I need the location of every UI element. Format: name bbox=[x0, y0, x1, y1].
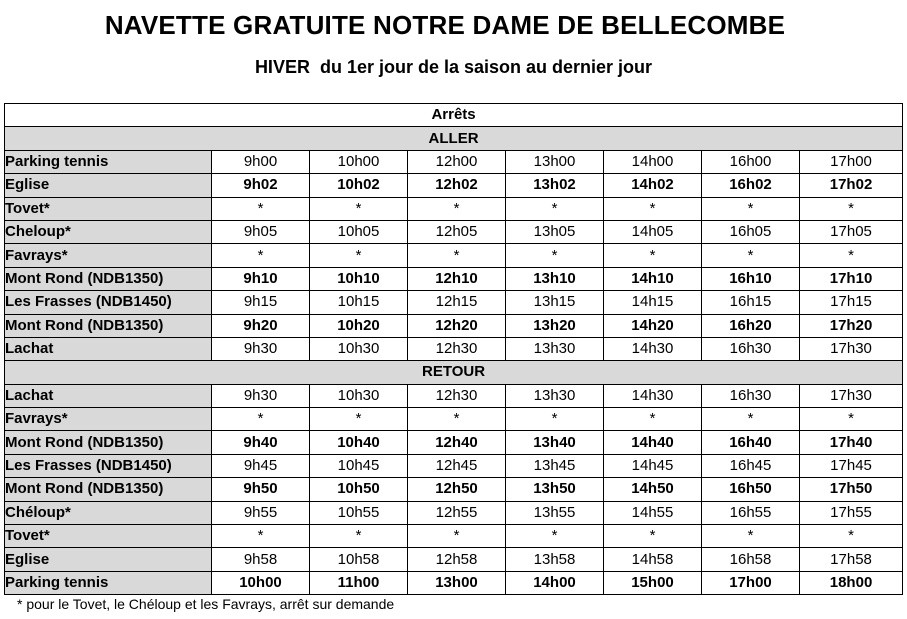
schedule-body bbox=[5, 104, 903, 595]
time-cell: * bbox=[408, 525, 506, 548]
time-cell: 17h58 bbox=[800, 548, 903, 571]
table-row bbox=[5, 314, 903, 337]
time-cell: 13h00 bbox=[408, 571, 506, 594]
time-cell: 16h58 bbox=[702, 548, 800, 571]
stop-name: Les Frasses (NDB1450) bbox=[5, 291, 212, 314]
time-cell: 13h00 bbox=[506, 150, 604, 173]
table-row bbox=[5, 244, 903, 267]
time-cell: 16h00 bbox=[702, 150, 800, 173]
time-cell: * bbox=[604, 408, 702, 431]
time-cell: 9h20 bbox=[212, 314, 310, 337]
time-cell: 10h45 bbox=[310, 454, 408, 477]
time-cell: 12h00 bbox=[408, 150, 506, 173]
time-cell: 17h30 bbox=[800, 337, 903, 360]
section-label-retour: RETOUR bbox=[5, 361, 903, 384]
time-cell: 10h05 bbox=[310, 220, 408, 243]
time-cell: * bbox=[408, 244, 506, 267]
time-cell: 13h30 bbox=[506, 337, 604, 360]
time-cell: 12h15 bbox=[408, 291, 506, 314]
time-cell: * bbox=[212, 525, 310, 548]
time-cell: 12h55 bbox=[408, 501, 506, 524]
time-cell: 17h00 bbox=[800, 150, 903, 173]
time-cell: * bbox=[212, 244, 310, 267]
table-row bbox=[5, 220, 903, 243]
time-cell: * bbox=[310, 408, 408, 431]
table-row bbox=[5, 525, 903, 548]
table-row bbox=[5, 431, 903, 454]
time-cell: 10h40 bbox=[310, 431, 408, 454]
time-cell: 13h55 bbox=[506, 501, 604, 524]
time-cell: * bbox=[408, 408, 506, 431]
time-cell: * bbox=[604, 244, 702, 267]
stop-name: Favrays* bbox=[5, 408, 212, 431]
time-cell: 14h05 bbox=[604, 220, 702, 243]
table-row bbox=[5, 408, 903, 431]
time-cell: 12h02 bbox=[408, 174, 506, 197]
document-title: NAVETTE GRATUITE NOTRE DAME DE BELLECOMBE bbox=[104, 10, 786, 40]
time-cell: 13h40 bbox=[506, 431, 604, 454]
time-cell: * bbox=[506, 244, 604, 267]
table-row bbox=[5, 548, 903, 571]
time-cell: 14h55 bbox=[604, 501, 702, 524]
time-cell: * bbox=[408, 197, 506, 220]
time-cell: 10h30 bbox=[310, 384, 408, 407]
time-cell: 17h50 bbox=[800, 478, 903, 501]
stop-name: Parking tennis bbox=[5, 571, 212, 594]
time-cell: * bbox=[800, 244, 903, 267]
section-row-aller bbox=[5, 127, 903, 150]
time-cell: 16h20 bbox=[702, 314, 800, 337]
time-cell: 17h55 bbox=[800, 501, 903, 524]
time-cell: * bbox=[506, 525, 604, 548]
time-cell: 9h40 bbox=[212, 431, 310, 454]
time-cell: 9h02 bbox=[212, 174, 310, 197]
time-cell: 9h30 bbox=[212, 384, 310, 407]
time-cell: 12h45 bbox=[408, 454, 506, 477]
time-cell: 13h05 bbox=[506, 220, 604, 243]
table-row bbox=[5, 337, 903, 360]
time-cell: 12h30 bbox=[408, 337, 506, 360]
time-cell: 16h55 bbox=[702, 501, 800, 524]
time-cell: * bbox=[604, 197, 702, 220]
footnote: * pour le Tovet, le Chéloup et les Favrays, arrêt sur demande bbox=[17, 596, 395, 612]
time-cell: 13h10 bbox=[506, 267, 604, 290]
time-cell: 16h10 bbox=[702, 267, 800, 290]
time-cell: 12h05 bbox=[408, 220, 506, 243]
table-row bbox=[5, 454, 903, 477]
table-row bbox=[5, 197, 903, 220]
time-cell: 14h02 bbox=[604, 174, 702, 197]
time-cell: 9h10 bbox=[212, 267, 310, 290]
time-cell: 17h40 bbox=[800, 431, 903, 454]
time-cell: 12h20 bbox=[408, 314, 506, 337]
time-cell: 16h02 bbox=[702, 174, 800, 197]
time-cell: 10h15 bbox=[310, 291, 408, 314]
time-cell: * bbox=[702, 525, 800, 548]
time-cell: 10h50 bbox=[310, 478, 408, 501]
time-cell: 13h20 bbox=[506, 314, 604, 337]
time-cell: 12h50 bbox=[408, 478, 506, 501]
stop-name: Lachat bbox=[5, 384, 212, 407]
time-cell: 9h30 bbox=[212, 337, 310, 360]
time-cell: 16h45 bbox=[702, 454, 800, 477]
stop-name: Eglise bbox=[5, 548, 212, 571]
time-cell: 17h05 bbox=[800, 220, 903, 243]
time-cell: * bbox=[310, 197, 408, 220]
time-cell: 9h45 bbox=[212, 454, 310, 477]
table-row bbox=[5, 501, 903, 524]
time-cell: 10h00 bbox=[212, 571, 310, 594]
time-cell: * bbox=[310, 244, 408, 267]
stop-name: Mont Rond (NDB1350) bbox=[5, 478, 212, 501]
time-cell: 9h55 bbox=[212, 501, 310, 524]
time-cell: 13h45 bbox=[506, 454, 604, 477]
stop-name: Lachat bbox=[5, 337, 212, 360]
time-cell: 17h10 bbox=[800, 267, 903, 290]
stop-name: Cheloup* bbox=[5, 220, 212, 243]
table-row bbox=[5, 150, 903, 173]
time-cell: 14h50 bbox=[604, 478, 702, 501]
time-cell: 12h40 bbox=[408, 431, 506, 454]
stop-name: Mont Rond (NDB1350) bbox=[5, 431, 212, 454]
time-cell: 12h30 bbox=[408, 384, 506, 407]
time-cell: 13h02 bbox=[506, 174, 604, 197]
time-cell: 14h58 bbox=[604, 548, 702, 571]
stop-name: Tovet* bbox=[5, 525, 212, 548]
time-cell: 10h00 bbox=[310, 150, 408, 173]
stop-name: Mont Rond (NDB1350) bbox=[5, 314, 212, 337]
time-cell: * bbox=[800, 408, 903, 431]
time-cell: 16h30 bbox=[702, 337, 800, 360]
time-cell: 10h20 bbox=[310, 314, 408, 337]
time-cell: * bbox=[506, 408, 604, 431]
time-cell: 10h30 bbox=[310, 337, 408, 360]
time-cell: 16h30 bbox=[702, 384, 800, 407]
time-cell: 17h20 bbox=[800, 314, 903, 337]
time-cell: 13h30 bbox=[506, 384, 604, 407]
time-cell: 10h58 bbox=[310, 548, 408, 571]
time-cell: 15h00 bbox=[604, 571, 702, 594]
time-cell: 14h30 bbox=[604, 337, 702, 360]
time-cell: 14h30 bbox=[604, 384, 702, 407]
time-cell: 9h50 bbox=[212, 478, 310, 501]
time-cell: * bbox=[800, 197, 903, 220]
stop-name: Eglise bbox=[5, 174, 212, 197]
time-cell: 9h15 bbox=[212, 291, 310, 314]
time-cell: 16h05 bbox=[702, 220, 800, 243]
time-cell: 14h00 bbox=[506, 571, 604, 594]
time-cell: * bbox=[212, 408, 310, 431]
table-row bbox=[5, 267, 903, 290]
time-cell: 14h20 bbox=[604, 314, 702, 337]
time-cell: 13h15 bbox=[506, 291, 604, 314]
stop-name: Favrays* bbox=[5, 244, 212, 267]
time-cell: 17h02 bbox=[800, 174, 903, 197]
stops-header: Arrêts bbox=[5, 104, 903, 127]
time-cell: 9h58 bbox=[212, 548, 310, 571]
time-cell: 17h30 bbox=[800, 384, 903, 407]
schedule-table bbox=[4, 103, 903, 595]
time-cell: 12h58 bbox=[408, 548, 506, 571]
stop-name: Mont Rond (NDB1350) bbox=[5, 267, 212, 290]
section-label-aller: ALLER bbox=[5, 127, 903, 150]
time-cell: 14h45 bbox=[604, 454, 702, 477]
table-row bbox=[5, 174, 903, 197]
time-cell: 14h00 bbox=[604, 150, 702, 173]
stop-name: Tovet* bbox=[5, 197, 212, 220]
stop-name: Chéloup* bbox=[5, 501, 212, 524]
time-cell: * bbox=[212, 197, 310, 220]
time-cell: 13h50 bbox=[506, 478, 604, 501]
table-row bbox=[5, 384, 903, 407]
time-cell: 13h58 bbox=[506, 548, 604, 571]
time-cell: * bbox=[604, 525, 702, 548]
time-cell: 10h02 bbox=[310, 174, 408, 197]
table-row bbox=[5, 291, 903, 314]
time-cell: 17h00 bbox=[702, 571, 800, 594]
time-cell: 16h40 bbox=[702, 431, 800, 454]
time-cell: 14h40 bbox=[604, 431, 702, 454]
time-cell: * bbox=[800, 525, 903, 548]
stop-name: Parking tennis bbox=[5, 150, 212, 173]
time-cell: * bbox=[702, 197, 800, 220]
time-cell: 11h00 bbox=[310, 571, 408, 594]
time-cell: * bbox=[702, 408, 800, 431]
time-cell: 9h05 bbox=[212, 220, 310, 243]
header-row bbox=[5, 104, 903, 127]
time-cell: 16h15 bbox=[702, 291, 800, 314]
time-cell: 17h45 bbox=[800, 454, 903, 477]
time-cell: 9h00 bbox=[212, 150, 310, 173]
table-row bbox=[5, 478, 903, 501]
time-cell: 14h15 bbox=[604, 291, 702, 314]
stop-name: Les Frasses (NDB1450) bbox=[5, 454, 212, 477]
season-subtitle: HIVER du 1er jour de la saison au dernier jour bbox=[254, 57, 653, 77]
time-cell: 10h55 bbox=[310, 501, 408, 524]
time-cell: * bbox=[702, 244, 800, 267]
time-cell: 16h50 bbox=[702, 478, 800, 501]
time-cell: 18h00 bbox=[800, 571, 903, 594]
time-cell: 12h10 bbox=[408, 267, 506, 290]
time-cell: * bbox=[310, 525, 408, 548]
time-cell: * bbox=[506, 197, 604, 220]
section-row-retour bbox=[5, 361, 903, 384]
time-cell: 10h10 bbox=[310, 267, 408, 290]
time-cell: 17h15 bbox=[800, 291, 903, 314]
table-row bbox=[5, 571, 903, 594]
time-cell: 14h10 bbox=[604, 267, 702, 290]
